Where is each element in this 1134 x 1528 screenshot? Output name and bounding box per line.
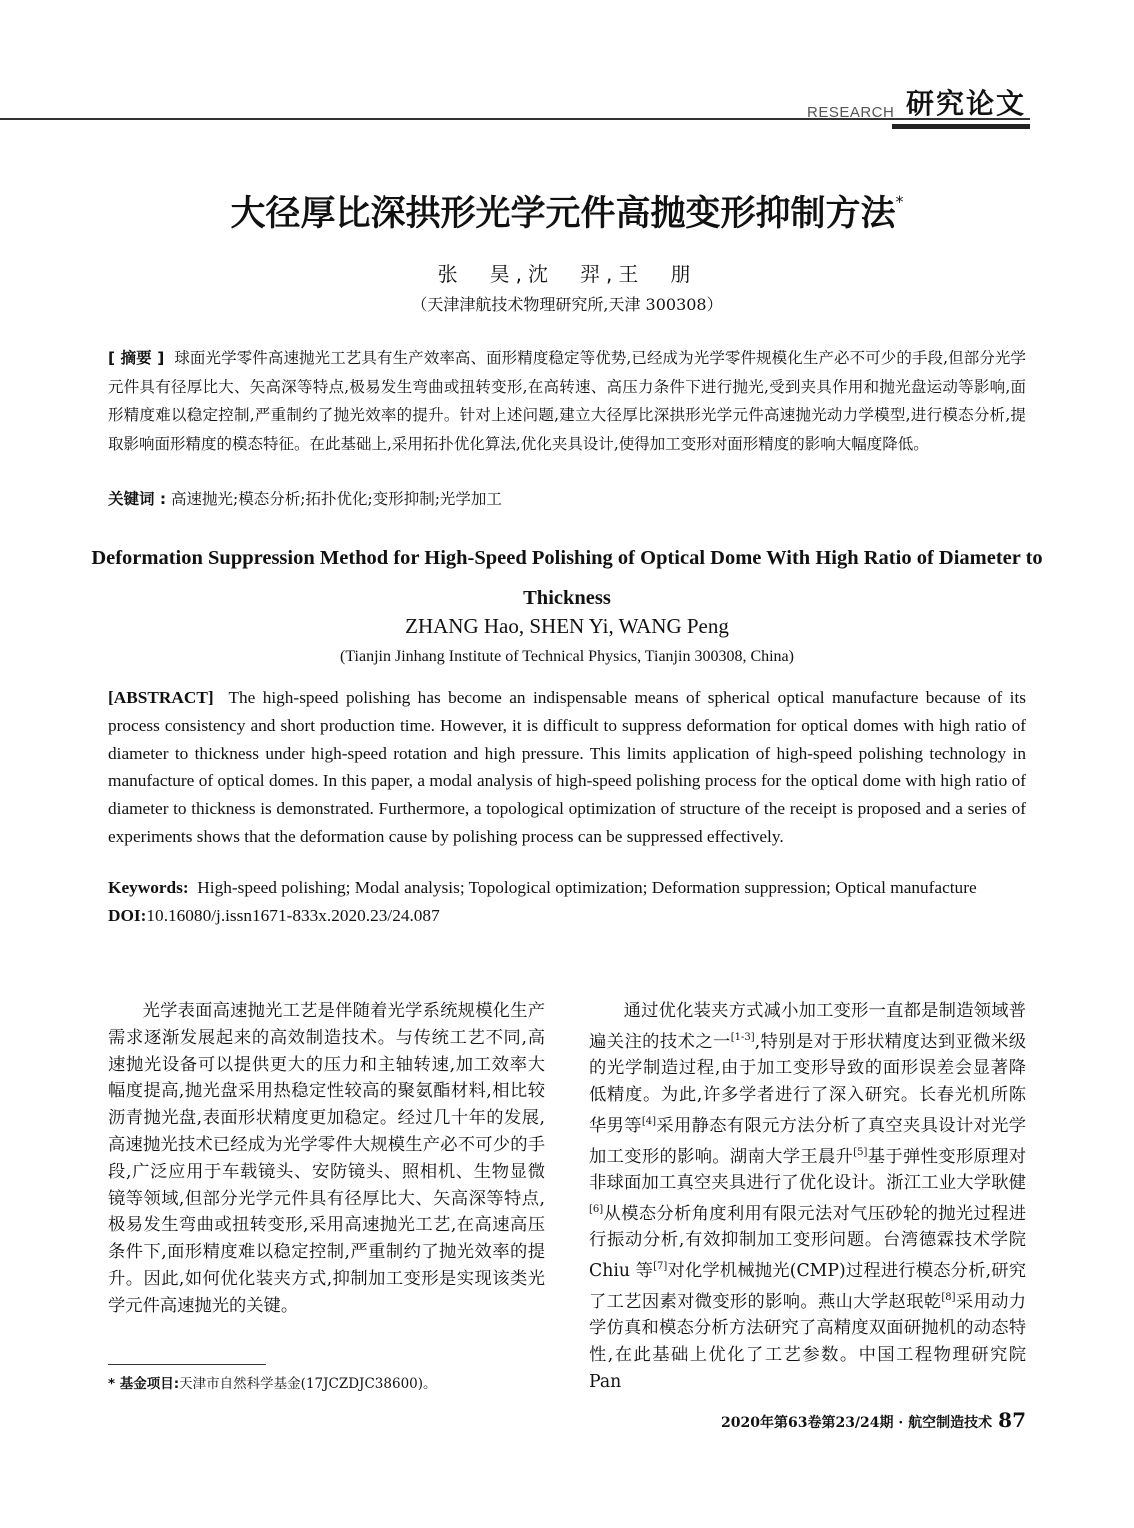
keywords-zh [108,485,1026,513]
citation: [4] [641,1115,657,1127]
journal-info: 2020年第63卷第23/24期 · 航空制造技术 [721,1415,993,1431]
abstract-en-text: The high-speed polishing has become an indispensable means of spherical optical manufacture because of its process consistency and short production time. However, it is difficult to suppress deformation for optical domes with high ratio of diameter to thickness under high-speed rotation and high pressure. This limits application of high-speed polishing technology in manufacture of optical domes. In this paper, a modal analysis of high-speed polishing process for the optical dome with high ratio of diameter to thickness is demonstrated. Furthermore, a topological optimization of structure of the receipt is proposed and a series of experiments shows that the deformation cause by polishing process can be suppressed effectively. [108,688,1026,846]
header-column-title: 研究论文 [906,87,1027,120]
doi[interactable] [108,906,1026,926]
body-text: 从模态分析角度利用有限元法对气压砂轮的抛光过程进行振动分析,有效抑制加工变形问题。台湾德霖技术学院 Chiu 等 [589,1203,1026,1281]
body-column-right [589,998,1026,1396]
body-text: 通过优化装夹方式减小加工变形一直都是制造领域普遍关注的技术之一 [589,1001,1026,1052]
body-text: 采用动力学仿真和模态分析方法研究了高精度双面研抛机的动态特性,在此基础上优化了工艺参数。中国工程物理研究院 Pan [589,1291,1026,1392]
abstract-zh [108,344,1026,458]
affiliation-zh: （天津津航技术物理研究所,天津 300308） [411,295,723,314]
citation: [1-3] [730,1031,755,1043]
footnote-label: * 基金项目: [108,1376,180,1392]
abstract-zh-text: 球面光学零件高速抛光工艺具有生产效率高、面形精度稳定等优势,已经成为光学零件规模化生产必不可少的手段,但部分光学元件具有径厚比大、矢高深等特点,极易发生弯曲或扭转变形,在高转速、高压力条件下进行抛光,受到夹具作用和抛光盘运动等影响,面形精度难以稳定控制,严重制约了抛光效率的提升。针对上述问题,建立大径厚比深拱形光学元件高速抛光动力学模型,进行模态分析,提取影响面形精度的模态特征。在此基础上,采用拓扑优化算法,优化夹具设计,使得加工变形对面形精度的影响大幅度降低。 [108,349,1026,453]
title-zh [0,186,1134,236]
page-number: 87 [998,1408,1026,1432]
body-text: 采用静态有限元方法分析了真空夹具设计对光学加工变形的影响。湖南大学王晨升 [589,1115,1026,1167]
title-zh-text: 大径厚比深拱形光学元件高抛变形抑制方法 [230,194,896,234]
footnote [108,1372,437,1392]
body-text: 基于弹性变形原理对非球面加工真空夹具进行了优化设计。浙江工业大学耿健 [589,1146,1026,1194]
body-column-left [108,998,545,1320]
authors-zh: 张 昊,沈 羿,王 朋 [437,262,697,286]
keywords-zh-text: 高速抛光;模态分析;拓扑优化;变形抑制;光学加工 [171,490,502,508]
title-en: Deformation Suppression Method for High-Speed Polishing of Optical Dome With High Ratio of Diameter to Thickness [91,547,1043,609]
footnote-rule [108,1364,266,1365]
header-research-label: RESEARCH [807,104,895,121]
keywords-en-label: Keywords: [108,878,189,897]
abstract-en-label: [ABSTRACT] [108,688,214,707]
citation: [5] [853,1146,868,1158]
body-paragraph-right [589,998,1026,1396]
citation: [6] [589,1203,604,1215]
citation: [7] [653,1261,668,1273]
abstract-en [108,684,1026,851]
keywords-en [108,878,1026,898]
keywords-zh-label: 关键词 : [108,490,167,508]
body-text: ,特别是对于形状精度达到亚微米级的光学制造过程,由于加工变形导致的面形误差会显著降低精度。为此,许多学者进行了深入研究。长春光机所陈华男等 [589,1031,1026,1136]
title-footnote-mark: * [895,192,904,211]
body-paragraph-left: 光学表面高速抛光工艺是伴随着光学系统规模化生产需求逐渐发展起来的高效制造技术。与传统工艺不同,高速抛光设备可以提供更大的压力和主轴转速,加工效率大幅度提高,抛光盘采用热稳定性较高的聚氨酯材料,相比较沥青抛光盘,表面形状精度更加稳定。经过几十年的发展,高速抛光技术已经成为光学零件大规模生产必不可少的手段,广泛应用于车载镜头、安防镜头、照相机、生物显微镜等领域,但部分光学元件具有径厚比大、矢高深等特点,极易发生弯曲或扭转变形,采用高速抛光工艺,在高速高压条件下,面形精度难以稳定控制,严重制约了抛光效率的提升。因此,如何优化装夹方式,抑制加工变形是实现该类光学元件高速抛光的关键。 [108,1001,545,1316]
body-text: 对化学机械抛光(CMP)过程进行模态分析,研究了工艺因素对微变形的影响。燕山大学赵珉乾 [589,1261,1026,1312]
keywords-en-text: High-speed polishing; Modal analysis; Topological optimization; Deformation suppression; Optical manufacture [197,878,977,897]
abstract-zh-label: [ 摘要 ] [108,349,165,367]
authors-en: ZHANG Hao, SHEN Yi, WANG Peng [405,614,729,638]
footnote-text: 天津市自然科学基金(17JCZDJC38600)。 [179,1376,437,1392]
page-footer [721,1408,1026,1432]
citation: [8] [941,1291,956,1303]
doi-value[interactable]: 10.16080/j.issn1671-833x.2020.23/24.087 [146,906,440,925]
doi-label: DOI: [108,906,147,925]
affiliation-en: (Tianjin Jinhang Institute of Technical Physics, Tianjin 300308, China) [340,648,794,665]
